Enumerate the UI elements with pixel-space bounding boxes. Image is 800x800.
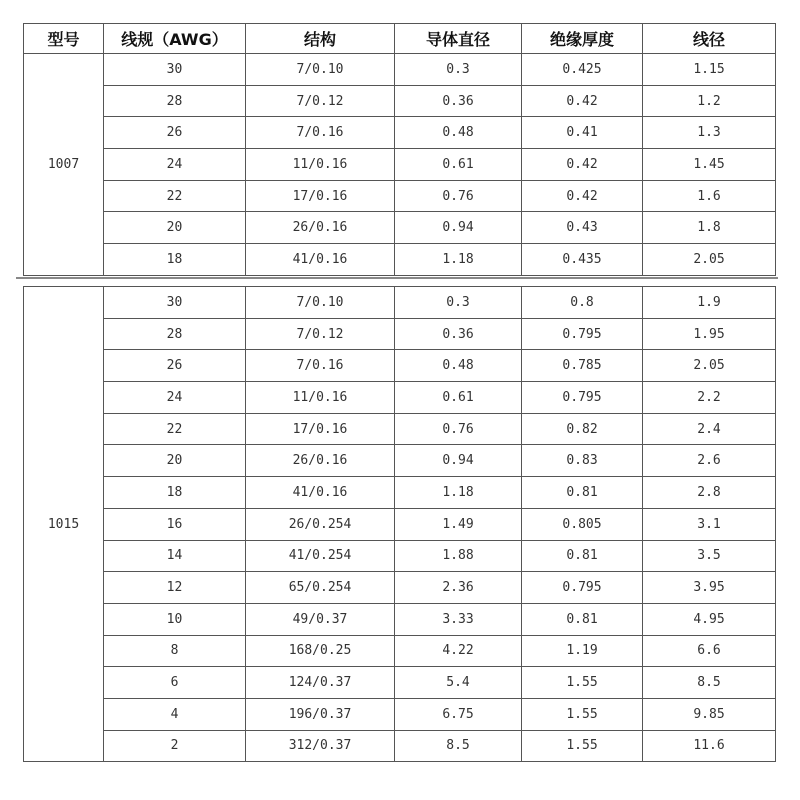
awg-cell: 2 — [104, 730, 246, 762]
header-wire-diameter: 线径 — [643, 24, 776, 54]
table-row — [24, 413, 776, 445]
table-row — [24, 635, 776, 667]
wire-diameter-cell: 1.6 — [643, 180, 776, 212]
structure-cell: 11/0.16 — [246, 149, 395, 181]
insulation-thickness-cell: 0.795 — [522, 572, 643, 604]
awg-cell: 16 — [104, 508, 246, 540]
conductor-diameter-cell: 0.48 — [395, 350, 522, 382]
insulation-thickness-cell: 0.42 — [522, 85, 643, 117]
conductor-diameter-cell: 0.36 — [395, 318, 522, 350]
structure-cell: 7/0.10 — [246, 287, 395, 319]
insulation-thickness-cell: 0.81 — [522, 603, 643, 635]
wire-diameter-cell: 1.45 — [643, 149, 776, 181]
awg-cell: 6 — [104, 667, 246, 699]
awg-cell: 26 — [104, 350, 246, 382]
conductor-diameter-cell: 0.94 — [395, 445, 522, 477]
structure-cell: 196/0.37 — [246, 698, 395, 730]
structure-cell: 11/0.16 — [246, 382, 395, 414]
wire-diameter-cell: 2.8 — [643, 477, 776, 509]
insulation-thickness-cell: 0.81 — [522, 477, 643, 509]
structure-cell: 26/0.254 — [246, 508, 395, 540]
conductor-diameter-cell: 4.22 — [395, 635, 522, 667]
conductor-diameter-cell: 3.33 — [395, 603, 522, 635]
conductor-diameter-cell: 5.4 — [395, 667, 522, 699]
structure-cell: 7/0.12 — [246, 318, 395, 350]
insulation-thickness-cell: 0.41 — [522, 117, 643, 149]
model-cell: 1015 — [24, 287, 104, 762]
awg-cell: 14 — [104, 540, 246, 572]
table-row — [24, 54, 776, 86]
wire-diameter-cell: 1.95 — [643, 318, 776, 350]
spec-table-1015 — [23, 286, 776, 762]
model-cell: 1007 — [24, 54, 104, 276]
table-row — [24, 318, 776, 350]
awg-cell: 12 — [104, 572, 246, 604]
section-divider — [16, 277, 778, 279]
table-row — [24, 477, 776, 509]
wire-diameter-cell: 11.6 — [643, 730, 776, 762]
conductor-diameter-cell: 0.94 — [395, 212, 522, 244]
conductor-diameter-cell: 0.61 — [395, 149, 522, 181]
wire-diameter-cell: 3.95 — [643, 572, 776, 604]
wire-diameter-cell: 2.4 — [643, 413, 776, 445]
awg-cell: 22 — [104, 413, 246, 445]
wire-diameter-cell: 1.9 — [643, 287, 776, 319]
conductor-diameter-cell: 0.3 — [395, 287, 522, 319]
structure-cell: 17/0.16 — [246, 180, 395, 212]
table-row — [24, 698, 776, 730]
structure-cell: 26/0.16 — [246, 445, 395, 477]
structure-cell: 41/0.16 — [246, 244, 395, 276]
table-row — [24, 85, 776, 117]
table-row — [24, 603, 776, 635]
conductor-diameter-cell: 2.36 — [395, 572, 522, 604]
table-row — [24, 149, 776, 181]
awg-cell: 8 — [104, 635, 246, 667]
insulation-thickness-cell: 0.42 — [522, 180, 643, 212]
table-row — [24, 572, 776, 604]
insulation-thickness-cell: 0.435 — [522, 244, 643, 276]
structure-cell: 49/0.37 — [246, 603, 395, 635]
insulation-thickness-cell: 0.795 — [522, 318, 643, 350]
table-row — [24, 117, 776, 149]
insulation-thickness-cell: 0.82 — [522, 413, 643, 445]
wire-diameter-cell: 2.2 — [643, 382, 776, 414]
conductor-diameter-cell: 6.75 — [395, 698, 522, 730]
awg-cell: 30 — [104, 54, 246, 86]
conductor-diameter-cell: 8.5 — [395, 730, 522, 762]
insulation-thickness-cell: 1.55 — [522, 698, 643, 730]
conductor-diameter-cell: 0.36 — [395, 85, 522, 117]
insulation-thickness-cell: 0.42 — [522, 149, 643, 181]
awg-cell: 26 — [104, 117, 246, 149]
conductor-diameter-cell: 1.18 — [395, 477, 522, 509]
insulation-thickness-cell: 0.43 — [522, 212, 643, 244]
table-row — [24, 540, 776, 572]
table-row — [24, 667, 776, 699]
structure-cell: 7/0.16 — [246, 117, 395, 149]
structure-cell: 65/0.254 — [246, 572, 395, 604]
table-body-1015 — [24, 287, 776, 762]
wire-diameter-cell: 2.05 — [643, 244, 776, 276]
wire-diameter-cell: 1.8 — [643, 212, 776, 244]
awg-cell: 4 — [104, 698, 246, 730]
wire-diameter-cell: 2.05 — [643, 350, 776, 382]
wire-diameter-cell: 8.5 — [643, 667, 776, 699]
insulation-thickness-cell: 1.19 — [522, 635, 643, 667]
wire-diameter-cell: 4.95 — [643, 603, 776, 635]
conductor-diameter-cell: 0.48 — [395, 117, 522, 149]
structure-cell: 41/0.16 — [246, 477, 395, 509]
conductor-diameter-cell: 1.49 — [395, 508, 522, 540]
wire-diameter-cell: 3.1 — [643, 508, 776, 540]
insulation-thickness-cell: 0.795 — [522, 382, 643, 414]
structure-cell: 17/0.16 — [246, 413, 395, 445]
awg-cell: 18 — [104, 244, 246, 276]
awg-cell: 30 — [104, 287, 246, 319]
wire-diameter-cell: 1.3 — [643, 117, 776, 149]
awg-cell: 28 — [104, 85, 246, 117]
structure-cell: 124/0.37 — [246, 667, 395, 699]
insulation-thickness-cell: 0.8 — [522, 287, 643, 319]
insulation-thickness-cell: 0.425 — [522, 54, 643, 86]
structure-cell: 7/0.12 — [246, 85, 395, 117]
wire-diameter-cell: 6.6 — [643, 635, 776, 667]
structure-cell: 41/0.254 — [246, 540, 395, 572]
wire-diameter-cell: 9.85 — [643, 698, 776, 730]
table-body-1007 — [24, 54, 776, 276]
conductor-diameter-cell: 1.88 — [395, 540, 522, 572]
awg-cell: 24 — [104, 382, 246, 414]
structure-cell: 312/0.37 — [246, 730, 395, 762]
conductor-diameter-cell: 0.76 — [395, 180, 522, 212]
conductor-diameter-cell: 1.18 — [395, 244, 522, 276]
header-awg: 线规（AWG） — [104, 24, 246, 54]
wire-diameter-cell: 1.2 — [643, 85, 776, 117]
awg-cell: 24 — [104, 149, 246, 181]
table-row — [24, 287, 776, 319]
conductor-diameter-cell: 0.3 — [395, 54, 522, 86]
table-row — [24, 382, 776, 414]
table-row — [24, 212, 776, 244]
table-row — [24, 244, 776, 276]
insulation-thickness-cell: 0.805 — [522, 508, 643, 540]
wire-diameter-cell: 2.6 — [643, 445, 776, 477]
insulation-thickness-cell: 1.55 — [522, 667, 643, 699]
header-structure: 结构 — [246, 24, 395, 54]
header-conductor-diameter: 导体直径 — [395, 24, 522, 54]
table-row — [24, 180, 776, 212]
awg-cell: 28 — [104, 318, 246, 350]
structure-cell: 26/0.16 — [246, 212, 395, 244]
awg-cell: 18 — [104, 477, 246, 509]
awg-cell: 20 — [104, 212, 246, 244]
table-row — [24, 445, 776, 477]
awg-cell: 22 — [104, 180, 246, 212]
header-row — [24, 24, 776, 54]
structure-cell: 7/0.10 — [246, 54, 395, 86]
spec-table-1007 — [23, 23, 776, 276]
structure-cell: 168/0.25 — [246, 635, 395, 667]
table-row — [24, 508, 776, 540]
wire-diameter-cell: 1.15 — [643, 54, 776, 86]
awg-cell: 20 — [104, 445, 246, 477]
insulation-thickness-cell: 0.83 — [522, 445, 643, 477]
wire-diameter-cell: 3.5 — [643, 540, 776, 572]
header-model: 型号 — [24, 24, 104, 54]
conductor-diameter-cell: 0.61 — [395, 382, 522, 414]
insulation-thickness-cell: 1.55 — [522, 730, 643, 762]
header-insulation-thickness: 绝缘厚度 — [522, 24, 643, 54]
insulation-thickness-cell: 0.785 — [522, 350, 643, 382]
insulation-thickness-cell: 0.81 — [522, 540, 643, 572]
conductor-diameter-cell: 0.76 — [395, 413, 522, 445]
awg-cell: 10 — [104, 603, 246, 635]
table-row — [24, 350, 776, 382]
structure-cell: 7/0.16 — [246, 350, 395, 382]
table-row — [24, 730, 776, 762]
